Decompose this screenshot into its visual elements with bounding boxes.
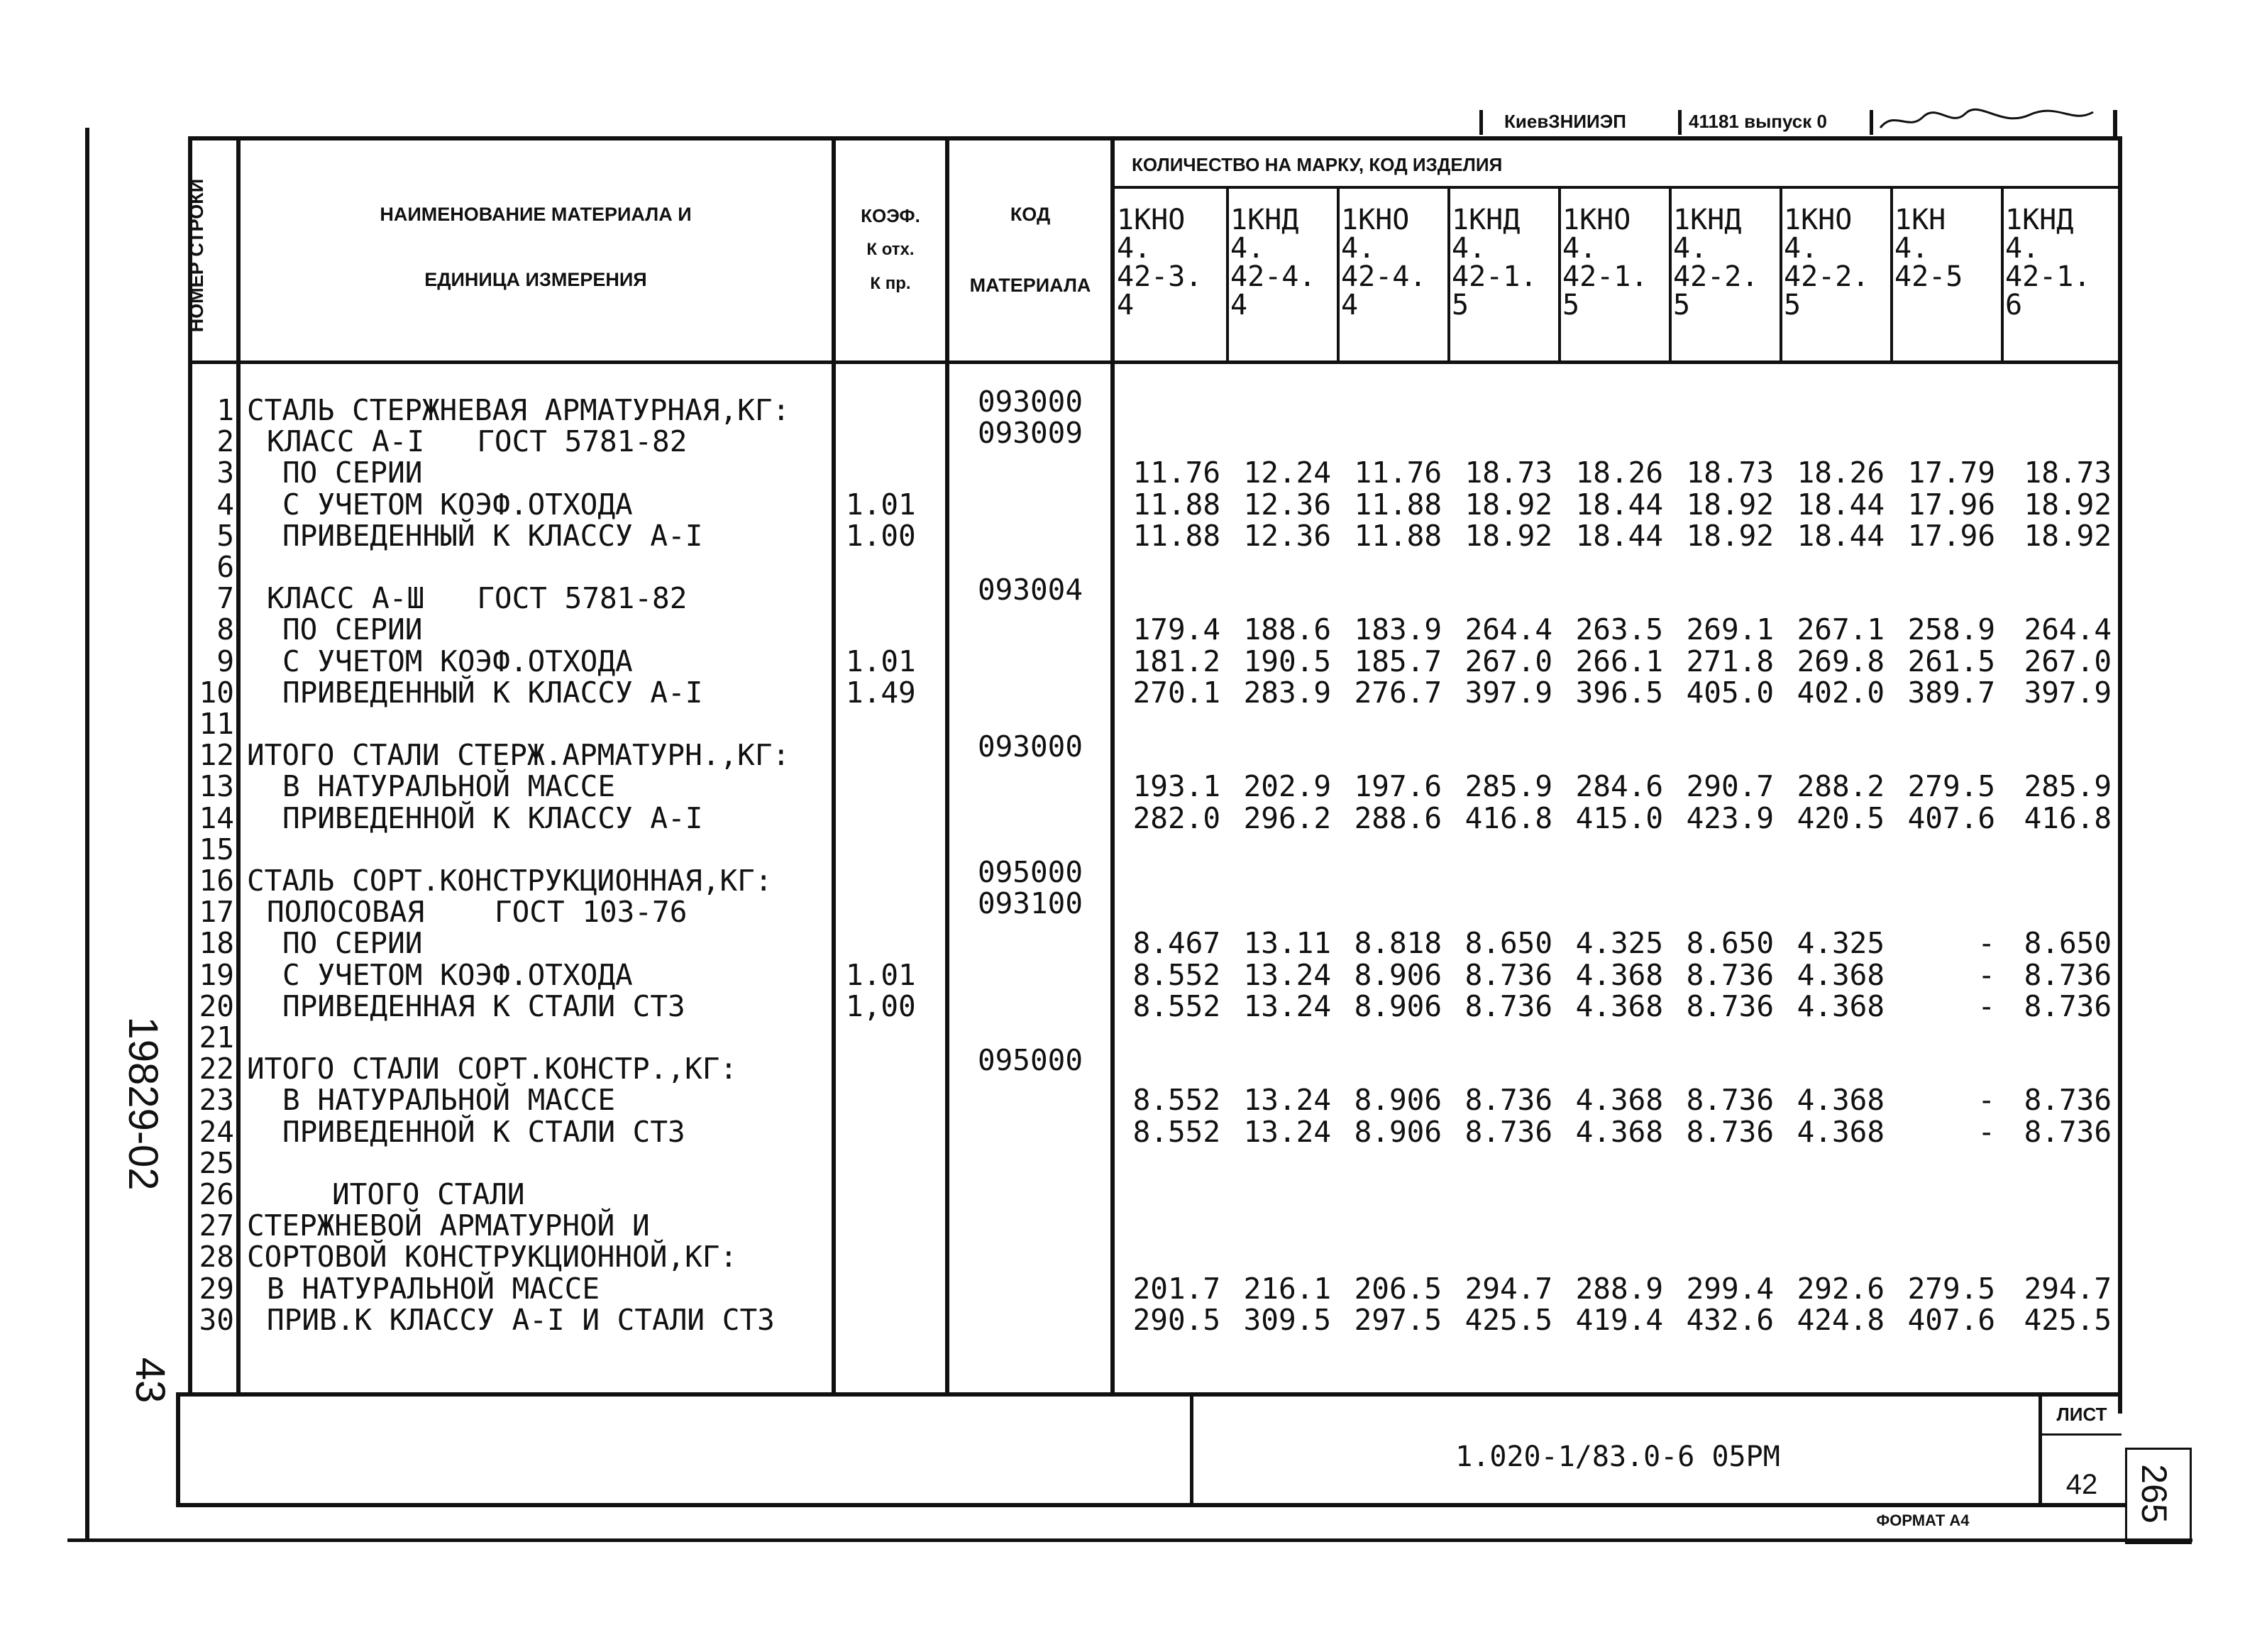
product-code-line: 42-5	[1894, 260, 1963, 293]
table-bottom-border	[177, 1392, 2122, 1397]
quantity-cell: 8.906	[1354, 989, 1442, 1023]
quantity-cell: 12.36	[1243, 519, 1331, 553]
quantity-cell: -	[1977, 1115, 1995, 1149]
quantity-cell: 18.73	[2024, 456, 2112, 490]
quantity-cell: 264.4	[1464, 612, 1552, 646]
product-code-line: 5	[1784, 289, 1802, 321]
quantity-cell: 288.9	[1575, 1272, 1663, 1306]
quantity-cell: 420.5	[1797, 801, 1885, 835]
quantity-cell: 283.9	[1243, 676, 1331, 710]
quantity-cell: 402.0	[1797, 676, 1885, 710]
quantity-cell: 389.7	[1907, 676, 1995, 710]
row-number: 4	[216, 488, 234, 522]
quantity-cell: 4.325	[1797, 926, 1885, 960]
quantity-cell: 405.0	[1686, 676, 1774, 710]
material-header-line2: ЕДИНИЦА ИЗМЕРЕНИЯ	[424, 269, 647, 290]
stamp-bottom-border	[177, 1503, 2125, 1507]
coef-value: 1.01	[846, 488, 916, 522]
sheet-box-sep	[2038, 1433, 2122, 1436]
quantity-cell: 18.26	[1575, 456, 1663, 490]
quantity-cell: 201.7	[1132, 1272, 1220, 1306]
product-code-line: 42-4.	[1230, 260, 1316, 293]
top-stamp-tick-2	[1678, 110, 1682, 135]
quantity-cell: 8.736	[2024, 1115, 2112, 1149]
product-code-line: 1КНД	[1452, 204, 1521, 236]
quantity-cell: 396.5	[1575, 676, 1663, 710]
row-number: 9	[216, 644, 234, 678]
row-number: 29	[199, 1272, 234, 1306]
row-number: 13	[199, 769, 234, 803]
quantity-cell: 267.1	[1797, 612, 1885, 646]
material-label: В НАТУРАЛЬНОЙ МАССЕ	[267, 1272, 600, 1306]
row-number: 27	[199, 1208, 234, 1243]
quantity-cell: 8.736	[1464, 1115, 1552, 1149]
quantity-cell: 8.650	[1686, 926, 1774, 960]
col-sep-7	[1890, 186, 1893, 362]
material-label: СТЕРЖНЕВОЙ АРМАТУРНОЙ И	[247, 1208, 650, 1243]
quantity-cell: 13.24	[1243, 1083, 1331, 1117]
material-label: КЛАСС А-Ш ГОСТ 5781-82	[267, 581, 688, 615]
archive-number: 265	[2134, 1464, 2174, 1524]
row-number: 1	[216, 393, 234, 427]
row-number: 25	[199, 1146, 234, 1180]
row-number: 19	[199, 958, 234, 992]
quantity-cell: 4.368	[1575, 989, 1663, 1023]
top-stamp-tick-4	[2113, 110, 2117, 138]
coef-header-line1: КОЭФ.	[861, 205, 920, 226]
quantity-cell: 18.44	[1797, 519, 1885, 553]
product-code-header	[1117, 206, 1202, 319]
quantity-cell: 18.92	[1686, 519, 1774, 553]
quantity-cell: 8.650	[2024, 926, 2112, 960]
product-code-line: 4.	[1784, 232, 1819, 265]
format-label: ФОРМАТ А4	[1876, 1511, 1970, 1529]
quantity-cell: 8.906	[1354, 1083, 1442, 1117]
quantity-cell: 12.36	[1243, 488, 1331, 522]
material-label: ИТОГО СТАЛИ СОРТ.КОНСТР.,КГ:	[247, 1052, 738, 1086]
quantity-cell: 432.6	[1686, 1303, 1774, 1337]
quantity-cell: 282.0	[1132, 801, 1220, 835]
row-number: 24	[199, 1115, 234, 1149]
product-code-line: 4.	[1117, 232, 1152, 265]
quantity-cell: 270.1	[1132, 676, 1220, 710]
quantity-cell: 8.736	[2024, 958, 2112, 992]
release-number: 41181 выпуск 0	[1689, 111, 1827, 132]
top-stamp-tick-3	[1870, 110, 1873, 135]
product-code-line: 1КНД	[1673, 204, 1742, 236]
row-number: 14	[199, 801, 234, 835]
stamp-left-border	[176, 1392, 180, 1507]
product-code-line: 1КНО	[1562, 204, 1631, 236]
material-label: ПРИВЕДЕННОЙ К СТАЛИ СТЗ	[282, 1115, 685, 1149]
quantity-cell: 188.6	[1243, 612, 1331, 646]
quantity-cell: 261.5	[1907, 644, 1995, 678]
quantity-cell: 13.24	[1243, 989, 1331, 1023]
material-label: ПРИВЕДЕННЫЙ К КЛАССУ А-I	[282, 519, 703, 553]
product-code-line: 4.	[1562, 232, 1597, 265]
quantity-cell: 296.2	[1243, 801, 1331, 835]
product-code-line: 6	[2005, 289, 2023, 321]
col-sep-6	[1780, 186, 1782, 362]
material-label: С УЧЕТОМ КОЭФ.ОТХОДА	[282, 488, 633, 522]
quantity-cell: 197.6	[1354, 769, 1442, 803]
quantity-cell: -	[1977, 926, 1995, 960]
product-code-header	[1452, 206, 1537, 319]
quantity-cell: 8.736	[1464, 989, 1552, 1023]
quantity-cell: 179.4	[1132, 612, 1220, 646]
quantity-cell: 18.92	[2024, 488, 2112, 522]
product-code-line: 5	[1562, 289, 1580, 321]
row-number: 2	[216, 424, 234, 458]
row-number: 21	[199, 1020, 234, 1054]
product-code-line: 4.	[1894, 232, 1929, 265]
quantity-cell: 4.368	[1575, 1083, 1663, 1117]
quantity-cell: 8.736	[1464, 1083, 1552, 1117]
quantity-cell: -	[1977, 989, 1995, 1023]
document-code: 1.020-1/83.0-6 05РМ	[1455, 1441, 1780, 1473]
quantity-cell: 292.6	[1797, 1272, 1885, 1306]
row-number: 7	[216, 581, 234, 615]
quantity-cell: 18.73	[1464, 456, 1552, 490]
quantity-cell: 183.9	[1354, 612, 1442, 646]
quantity-cell: 8.736	[2024, 1083, 2112, 1117]
quantity-cell: 8.736	[1686, 958, 1774, 992]
material-label: В НАТУРАЛЬНОЙ МАССЕ	[282, 769, 615, 803]
quantity-cell: 8.552	[1132, 1083, 1220, 1117]
material-code: 095000	[977, 1043, 1083, 1077]
coef-value: 1.49	[846, 676, 916, 710]
table-top-border	[188, 136, 2122, 141]
quantity-cell: 216.1	[1243, 1272, 1331, 1306]
col-sep-rownum	[236, 136, 241, 1394]
quantity-cell: 294.7	[2024, 1272, 2112, 1306]
quantity-cell: 11.88	[1354, 519, 1442, 553]
quantity-cell: 416.8	[1464, 801, 1552, 835]
row-number: 22	[199, 1052, 234, 1086]
row-number: 18	[199, 926, 234, 960]
product-code-line: 42-2.	[1784, 260, 1870, 293]
coef-value: 1.01	[846, 958, 916, 992]
coef-value: 1.01	[846, 644, 916, 678]
quantity-cell: 11.88	[1132, 488, 1220, 522]
quantity-cell: 4.325	[1575, 926, 1663, 960]
row-number: 12	[199, 738, 234, 772]
quantity-cell: 397.9	[2024, 676, 2112, 710]
coef-header-line3: К пр.	[870, 274, 911, 293]
quantity-cell: 8.736	[2024, 989, 2112, 1023]
quantity-header: КОЛИЧЕСТВО НА МАРКУ, КОД ИЗДЕЛИЯ	[1132, 154, 1503, 175]
material-label: ПО СЕРИИ	[282, 456, 423, 490]
quantity-cell: 193.1	[1132, 769, 1220, 803]
col-sep-5	[1669, 186, 1672, 362]
quantity-cell: 18.44	[1575, 488, 1663, 522]
quantity-cell: 423.9	[1686, 801, 1774, 835]
row-number: 3	[216, 456, 234, 490]
row-number: 10	[199, 676, 234, 710]
quantity-cell: 8.736	[1464, 958, 1552, 992]
coef-value: 1,00	[846, 989, 916, 1023]
quantity-cell: 397.9	[1464, 676, 1552, 710]
row-number: 5	[216, 519, 234, 553]
quantity-cell: 267.0	[2024, 644, 2112, 678]
quantity-cell: 13.24	[1243, 958, 1331, 992]
product-code-line: 1КНО	[1117, 204, 1186, 236]
quantity-cell: 11.76	[1354, 456, 1442, 490]
quantity-cell: 4.368	[1575, 1115, 1663, 1149]
material-code: 093009	[977, 416, 1083, 450]
material-code: 093004	[977, 573, 1083, 607]
product-code-line: 4.	[1452, 232, 1486, 265]
quantity-cell: 18.44	[1797, 488, 1885, 522]
quantity-cell: 8.467	[1132, 926, 1220, 960]
quantity-cell: 17.96	[1907, 519, 1995, 553]
material-header-line1: НАИМЕНОВАНИЕ МАТЕРИАЛА И	[380, 204, 692, 225]
product-code-line: 42-1.	[2005, 260, 2091, 293]
quantity-cell: 4.368	[1797, 1083, 1885, 1117]
product-code-line: 4	[1230, 289, 1248, 321]
product-code-line: 42-3.	[1117, 260, 1203, 293]
product-code-line: 4.	[1341, 232, 1376, 265]
quantity-cell: 294.7	[1464, 1272, 1552, 1306]
material-label: ПРИВЕДЕННАЯ К СТАЛИ СТЗ	[282, 989, 685, 1023]
material-label: СТАЛЬ СОРТ.КОНСТРУКЦИОННАЯ,КГ:	[247, 864, 773, 898]
material-label: ПОЛОСОВАЯ ГОСТ 103-76	[267, 895, 688, 929]
quantity-cell: 190.5	[1243, 644, 1331, 678]
quantity-cell: 263.5	[1575, 612, 1663, 646]
quantity-cell: 279.5	[1907, 769, 1995, 803]
material-code: 095000	[977, 855, 1083, 889]
quantity-cell: 407.6	[1907, 1303, 1995, 1337]
material-label: КЛАСС А-I ГОСТ 5781-82	[267, 424, 688, 458]
sheet-label: ЛИСТ	[2056, 1404, 2107, 1425]
quantity-cell: 185.7	[1354, 644, 1442, 678]
quantity-cell: 284.6	[1575, 769, 1663, 803]
quantity-cell: 18.44	[1575, 519, 1663, 553]
quantity-cell: 8.736	[1686, 1083, 1774, 1117]
row-number: 26	[199, 1177, 234, 1211]
product-code-header	[2005, 206, 2090, 319]
row-number: 8	[216, 612, 234, 646]
row-number: 28	[199, 1240, 234, 1274]
quantity-header-sep	[1110, 186, 2122, 189]
product-code-line: 4.	[2005, 232, 2040, 265]
quantity-cell: 18.92	[1686, 488, 1774, 522]
quantity-cell: -	[1977, 958, 1995, 992]
quantity-cell: 267.0	[1464, 644, 1552, 678]
material-label: С УЧЕТОМ КОЭФ.ОТХОДА	[282, 644, 633, 678]
row-number: 23	[199, 1083, 234, 1117]
product-code-line: 1КНО	[1341, 204, 1410, 236]
col-sep-material	[832, 136, 836, 1394]
coef-header-line2: К отх.	[866, 240, 915, 259]
quantity-cell: 269.8	[1797, 644, 1885, 678]
material-label: ПО СЕРИИ	[282, 926, 423, 960]
row-number: 20	[199, 989, 234, 1023]
quantity-cell: 8.736	[1686, 989, 1774, 1023]
col-sep-1	[1226, 186, 1229, 362]
col-sep-coef	[945, 136, 949, 1394]
row-number: 15	[199, 832, 234, 866]
code-header-line2: МАТЕРИАЛА	[969, 275, 1091, 296]
product-code-header	[1784, 206, 1869, 319]
quantity-cell: 13.24	[1243, 1115, 1331, 1149]
org-name: КиевЗНИИЭП	[1504, 111, 1626, 132]
material-label: С УЧЕТОМ КОЭФ.ОТХОДА	[282, 958, 633, 992]
stamp-divider	[1190, 1392, 1193, 1506]
col-sep-4	[1558, 186, 1561, 362]
quantity-cell: 309.5	[1243, 1303, 1331, 1337]
quantity-cell: 425.5	[2024, 1303, 2112, 1337]
top-stamp-tick-1	[1479, 110, 1483, 135]
quantity-cell: 258.9	[1907, 612, 1995, 646]
material-label: В НАТУРАЛЬНОЙ МАССЕ	[282, 1083, 615, 1117]
quantity-cell: 18.92	[1464, 519, 1552, 553]
material-label: ПО СЕРИИ	[282, 612, 423, 646]
quantity-cell: 285.9	[1464, 769, 1552, 803]
quantity-cell: 264.4	[2024, 612, 2112, 646]
quantity-cell: 4.368	[1797, 989, 1885, 1023]
quantity-cell: 266.1	[1575, 644, 1663, 678]
coef-value: 1.00	[846, 519, 916, 553]
quantity-cell: 290.5	[1132, 1303, 1220, 1337]
quantity-cell: 8.818	[1354, 926, 1442, 960]
row-number: 30	[199, 1303, 234, 1337]
quantity-cell: 299.4	[1686, 1272, 1774, 1306]
quantity-cell: -	[1977, 1083, 1995, 1117]
quantity-cell: 425.5	[1464, 1303, 1552, 1337]
quantity-cell: 285.9	[2024, 769, 2112, 803]
product-code-header	[1673, 206, 1758, 319]
col-sep-8	[2001, 186, 2004, 362]
product-code-line: 1КНО	[1784, 204, 1853, 236]
material-label: СТАЛЬ СТЕРЖНЕВАЯ АРМАТУРНАЯ,КГ:	[247, 393, 790, 427]
product-code-line: 42-2.	[1673, 260, 1759, 293]
col-sep-code	[1110, 136, 1115, 1394]
product-code-line: 1КНД	[1230, 204, 1299, 236]
quantity-cell: 11.88	[1132, 519, 1220, 553]
row-number: 16	[199, 864, 234, 898]
quantity-cell: 424.8	[1797, 1303, 1885, 1337]
row-number: 6	[216, 550, 234, 584]
signature	[1873, 106, 2100, 135]
quantity-cell: 407.6	[1907, 801, 1995, 835]
product-code-line: 5	[1673, 289, 1691, 321]
quantity-cell: 4.368	[1575, 958, 1663, 992]
row-number: 17	[199, 895, 234, 929]
material-code: 093000	[977, 385, 1083, 419]
material-code: 093100	[977, 886, 1083, 920]
quantity-cell: 419.4	[1575, 1303, 1663, 1337]
quantity-cell: 8.552	[1132, 958, 1220, 992]
product-code-header	[1894, 206, 1963, 291]
product-code-line: 1КН	[1894, 204, 1946, 236]
row-number-header: НОМЕР СТРОКИ	[186, 178, 207, 333]
quantity-cell: 206.5	[1354, 1272, 1442, 1306]
product-code-line: 42-4.	[1341, 260, 1427, 293]
material-label: ПРИВЕДЕННОЙ К КЛАССУ А-I	[282, 801, 703, 835]
quantity-cell: 415.0	[1575, 801, 1663, 835]
top-stamp	[1476, 106, 2114, 135]
outer-left-border	[85, 128, 89, 1540]
product-code-line: 1КНД	[2005, 204, 2074, 236]
quantity-cell: 17.96	[1907, 488, 1995, 522]
material-label: СОРТОВОЙ КОНСТРУКЦИОННОЙ,КГ:	[247, 1240, 738, 1274]
quantity-cell: 269.1	[1686, 612, 1774, 646]
quantity-cell: 8.552	[1132, 989, 1220, 1023]
quantity-cell: 181.2	[1132, 644, 1220, 678]
quantity-cell: 13.11	[1243, 926, 1331, 960]
material-label: ПРИВ.К КЛАССУ А-I И СТАЛИ СТЗ	[267, 1303, 775, 1337]
product-code-line: 4	[1117, 289, 1135, 321]
quantity-cell: 4.368	[1797, 1115, 1885, 1149]
row-number: 11	[199, 707, 234, 741]
sheet-number: 42	[2065, 1469, 2098, 1500]
quantity-cell: 8.906	[1354, 1115, 1442, 1149]
quantity-cell: 8.906	[1354, 958, 1442, 992]
quantity-cell: 279.5	[1907, 1272, 1995, 1306]
quantity-cell: 8.552	[1132, 1115, 1220, 1149]
material-label: ПРИВЕДЕННЫЙ К КЛАССУ А-I	[282, 676, 703, 710]
product-code-line: 4.	[1230, 232, 1265, 265]
quantity-cell: 8.650	[1464, 926, 1552, 960]
col-sep-3	[1447, 186, 1450, 362]
quantity-cell: 297.5	[1354, 1303, 1442, 1337]
quantity-cell: 416.8	[2024, 801, 2112, 835]
code-header-line1: КОД	[1010, 204, 1051, 225]
quantity-cell: 18.26	[1797, 456, 1885, 490]
quantity-cell: 271.8	[1686, 644, 1774, 678]
quantity-cell: 4.368	[1797, 958, 1885, 992]
page-number-note: 43	[127, 1357, 173, 1404]
product-code-header	[1230, 206, 1315, 319]
inventory-number: 19829-02	[120, 1016, 166, 1191]
material-label: ИТОГО СТАЛИ	[332, 1177, 525, 1211]
header-bottom-border	[188, 360, 2122, 364]
quantity-cell: 18.92	[2024, 519, 2112, 553]
quantity-cell: 8.736	[1686, 1115, 1774, 1149]
product-code-line: 42-1.	[1562, 260, 1648, 293]
product-code-line: 4	[1341, 289, 1359, 321]
quantity-cell: 18.73	[1686, 456, 1774, 490]
product-code-header	[1562, 206, 1648, 319]
product-code-line: 4.	[1673, 232, 1708, 265]
quantity-cell: 17.79	[1907, 456, 1995, 490]
quantity-cell: 12.24	[1243, 456, 1331, 490]
col-sep-2	[1337, 186, 1340, 362]
quantity-cell: 288.2	[1797, 769, 1885, 803]
table-right-border	[2118, 136, 2122, 1414]
quantity-cell: 276.7	[1354, 676, 1442, 710]
product-code-line: 42-1.	[1452, 260, 1538, 293]
material-label: ИТОГО СТАЛИ СТЕРЖ.АРМАТУРН.,КГ:	[247, 738, 790, 772]
quantity-cell: 11.88	[1354, 488, 1442, 522]
quantity-cell: 288.6	[1354, 801, 1442, 835]
quantity-cell: 290.7	[1686, 769, 1774, 803]
outer-bottom-border	[67, 1538, 2192, 1542]
quantity-cell: 11.76	[1132, 456, 1220, 490]
product-code-line: 5	[1452, 289, 1469, 321]
product-code-header	[1341, 206, 1426, 319]
material-code: 093000	[977, 729, 1083, 764]
quantity-cell: 202.9	[1243, 769, 1331, 803]
quantity-cell: 18.92	[1464, 488, 1552, 522]
